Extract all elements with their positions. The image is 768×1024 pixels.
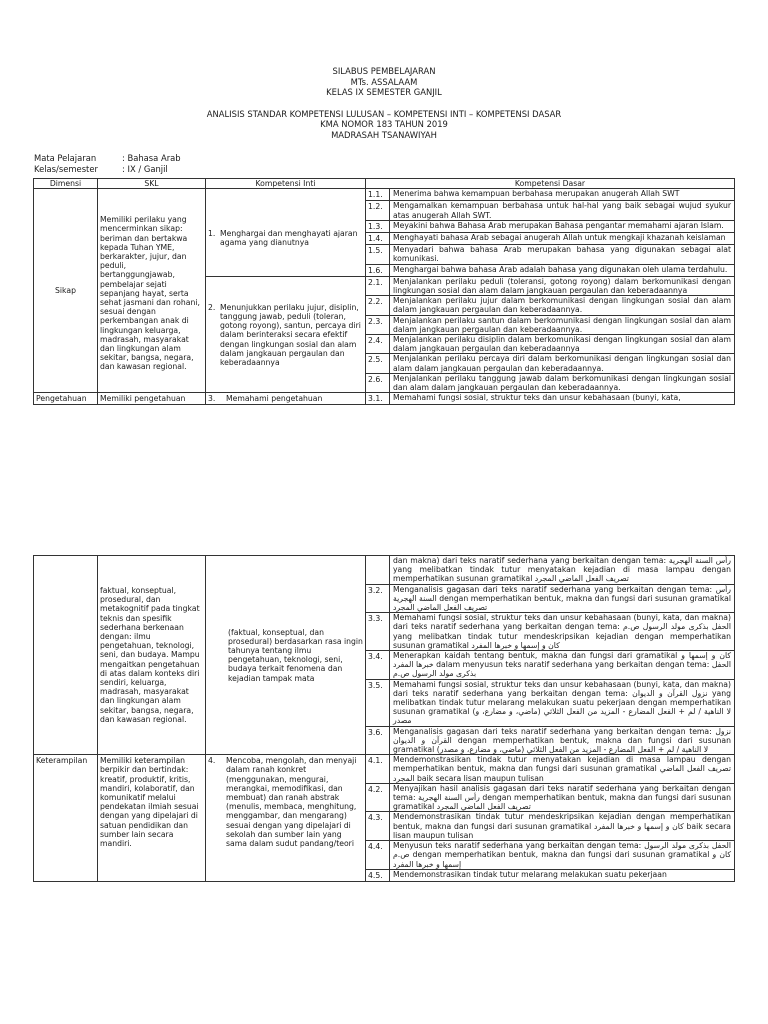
- kma-line: KMA NOMOR 183 TAHUN 2019: [320, 119, 448, 129]
- kd-text: Menjalankan perilaku percaya diri dalam berkomunikasi dengan lingkungan sosial dan alam dalam jangkauan pergaulan dan keberadaannya.: [390, 354, 735, 373]
- kd-text: Mengamalkan kemampuan berbahasa untuk hal-hal yang baik sebagai wujud syukur atas anugerah Allah SWT.: [390, 201, 735, 220]
- subject-label: Mata Pelajaran: [34, 153, 97, 163]
- ki-2-number: 2.: [208, 302, 216, 312]
- kd-number: 3.4.: [366, 651, 390, 680]
- kd-text: Menghargai bahwa bahasa Arab adalah bahasa yang digunakan oleh ulama terdahulu.: [390, 264, 735, 276]
- kd-number: 4.2.: [366, 783, 390, 812]
- kd-number: 3.1.: [366, 393, 390, 405]
- ki-3-number: 3.: [208, 394, 216, 404]
- analysis-line: ANALISIS STANDAR KOMPETENSI LULUSAN – KOMPETENSI INTI – KOMPETENSI DASAR: [206, 108, 562, 119]
- kd-number: 1.3.: [366, 220, 390, 232]
- subject-meta: [34, 153, 181, 174]
- ki-3-text: Memahami pengetahuan: [226, 394, 323, 404]
- title-line: SILABUS PEMBELAJARAN: [332, 66, 436, 76]
- kd-number: 4.1.: [366, 755, 390, 784]
- skl-keterampilan: Memiliki keterampilan berpikir dan bertindak: kreatif, produktif, kritis, mandiri, kolaboratif, dan komunikatif melalui pendekatan ilmiah sesuai dengan yang dipelajari di satuan pendidikan dan sumber lain secara mandiri.: [98, 755, 206, 882]
- kd-number: 4.5.: [366, 869, 390, 881]
- header-kd: Kompetensi Dasar: [366, 179, 735, 189]
- madrasah-line: MADRASAH TSANAWIYAH: [331, 129, 437, 140]
- syllabus-table-page1: [33, 178, 735, 405]
- kd-number: [366, 556, 390, 585]
- kd-text: Memahami fungsi sosial, struktur teks dan unsur kebahasaan (bunyi, kata, dan makna) dari teks naratif sederhana yang berkaitan dengan tema: الحفل بذكرى مولد الرسول ص.م yang melibatkan tindak tutur mendeskripsikan kejadian dengan memperhatikan susunan gramatikal كان و إسمها و خبرها المفرد: [390, 613, 735, 651]
- ki-1: [206, 189, 366, 277]
- kd-text: Mendemonstrasikan tindak tutur menyatakan kejadian di masa lampau dengan memperhatikan bentuk, makna dan fungsi dari susunan gramatikal تصريف الفعل الماضي المجرد baik secara lisan maupun tulisan: [390, 755, 735, 784]
- kd-text: Memahami fungsi sosial, struktur teks dan unsur kebahasaan (bunyi, kata, dan makna) dari teks naratif sederhana yang berkaitan dengan tema: نزول القرآن و الديوان yang melibatkan tindak tutur melarang melakukan suatu pekerjaan dengan memperhatikan susunan gramatikal (لا الناهية / لم + الفعل المضارع - المزيد من الفعل الثلاثي (ماضي، و مضارع، و مصدر: [390, 679, 735, 726]
- skl-pengetahuan: faktual, konseptual, prosedural, dan metakognitif pada tingkat teknis dan spesifik sederhana berkenaan dengan: ilmu pengetahuan, teknologi, seni, dan budaya. Mampu mengaitkan pengetahuan di atas dalam konteks diri sendiri, keluarga, madrasah, masyarakat dan lingkungan alam sekitar, bangsa, negara, dan kawasan regional.: [98, 556, 206, 755]
- kd-number: 2.1.: [366, 276, 390, 295]
- kd-number: 2.4.: [366, 335, 390, 354]
- ki-2-text: Menunjukkan perilaku jujur, disiplin, tanggung jawab, peduli (toleran, gotong royong), santun, percaya diri dalam berinteraksi secara efektif dengan lingkungan sosial dan alam dalam jangkauan pergaulan dan keberadaannya: [220, 302, 361, 368]
- kd-text: Menerapkan kaidah tentang bentuk, makna dan fungsi dari gramatikal كان و إسمها و خبرها المفرد dalam menyusun teks naratif sederhana yang berkaitan dengan tema: الحفل بذكرى مولد الرسول ص.م: [390, 651, 735, 680]
- ki-3-start: [206, 393, 366, 405]
- document-header: [0, 66, 768, 140]
- kd-text: Menganalisis gagasan dari teks naratif sederhana yang berkaitan dengan tema: رأس السنة الهجرية dengan memperhatikan bentuk, makna dan fungsi dari susunan gramatikal تصريف الفعل الماضي المجرد: [390, 584, 735, 613]
- skl-pengetahuan-start: Memiliki pengetahuan: [98, 393, 206, 405]
- kd-text: Menjalankan perilaku santun dalam berkomunikasi dengan lingkungan sosial dan alam dalam jangkauan pergaulan dan keberadaannya.: [390, 315, 735, 334]
- kd-number: 4.4.: [366, 841, 390, 870]
- kd-text: dan makna) dari teks naratif sederhana yang berkaitan dengan tema: رأس السنة الهجرية yang melibatkan tindak tutur menyatakan kejadian di masa lampau dengan memperhatikan susunan gramatikal تصريف الفعل الماضي المجرد: [390, 556, 735, 585]
- ki-2: [206, 276, 366, 392]
- kd-number: 3.5.: [366, 679, 390, 726]
- kd-number: 3.6.: [366, 726, 390, 755]
- kd-text: Menjalankan perilaku tanggung jawab dalam berkomunikasi dengan lingkungan sosial dan alam dalam jangkauan pergaulan dan keberadaannya.: [390, 373, 735, 392]
- kd-number: 2.6.: [366, 373, 390, 392]
- kd-number: 1.6.: [366, 264, 390, 276]
- kd-text: Menjalankan perilaku disiplin dalam berkomunikasi dengan lingkungan sosial dan alam dalam jangkauan pergaulan dan keberadaannya: [390, 335, 735, 354]
- kd-text: Menyadari bahwa bahasa Arab merupakan bahasa yang digunakan sebagai alat komunikasi.: [390, 245, 735, 264]
- kd-text: Menghayati bahasa Arab sebagai anugerah Allah untuk mengkaji khazanah keislaman: [390, 233, 735, 245]
- table-header-row: [34, 179, 735, 189]
- kd-text: Menyusun teks naratif sederhana yang berkaitan dengan tema: الحفل بذكرى مولد الرسول ص.م dengan memperhatikan bentuk, makna dan fungsi dari susunan gramatikal كان و إسمها و خبرها المفرد: [390, 841, 735, 870]
- school-line: MTs. ASSALAAM: [350, 76, 418, 87]
- kd-text: Menerima bahwa kemampuan berbahasa merupakan anugerah Allah SWT: [390, 189, 735, 201]
- dimension-sikap: Sikap: [34, 189, 98, 393]
- subject-value: : Bahasa Arab: [122, 153, 181, 163]
- ki-4: [206, 755, 366, 882]
- kd-text: Menjalankan perilaku jujur dalam berkomunikasi dengan lingkungan sosial dan alam dalam jangkauan pergaulan dan keberadaannya.: [390, 296, 735, 315]
- kd-text: Menyajikan hasil analisis gagasan dari teks naratif sederhana yang berkaitan dengan tema: رأس السنة الهجرية dengan memperhatikan bentuk, makna dan fungsi dari susunan gramatikal تصريف الفعل الماضي المجرد: [390, 783, 735, 812]
- header-dimensi: Dimensi: [34, 179, 98, 189]
- class-label: Kelas/semester: [34, 163, 98, 174]
- kd-number: 2.2.: [366, 296, 390, 315]
- ki-1-number: 1.: [208, 229, 216, 239]
- kd-text: Menjalankan perilaku peduli (toleransi, gotong royong) dalam berkomunikasi dengan lingkungan sosial dan alam dalam jangkauan pergaulan dan keberadaannya: [390, 276, 735, 295]
- header-ki: Kompetensi Inti: [206, 179, 366, 189]
- kd-text: Meyakini bahwa Bahasa Arab merupakan Bahasa pengantar memahami ajaran Islam.: [390, 220, 735, 232]
- class-line: KELAS IX SEMESTER GANJIL: [326, 87, 442, 97]
- header-skl: SKL: [98, 179, 206, 189]
- syllabus-table-page2: [33, 555, 735, 882]
- kd-text: Menganalisis gagasan dari teks naratif sederhana yang berkaitan dengan tema: نزول القرآن و الديوان dengan memperhatikan bentuk, makna dan fungsi dari susunan gramatikal (لا الناهية / لم + الفعل المضارع - المزيد من الفعل الثلاثي (ماضي، و مضارع، و مصدر: [390, 726, 735, 755]
- skl-sikap: Memiliki perilaku yang mencerminkan sikap: beriman dan bertakwa kepada Tuhan YME, berkarakter, jujur, dan peduli, bertanggungjawab, pembelajar sejati sepanjang hayat, serta sehat jasmani dan rohani, sesuai dengan perkembangan anak di lingkungan keluarga, madrasah, masyarakat dan lingkungan alam sekitar, bangsa, negara, dan kawasan regional.: [98, 189, 206, 393]
- kd-number: 3.2.: [366, 584, 390, 613]
- kd-number: 1.4.: [366, 233, 390, 245]
- kd-number: 4.3.: [366, 812, 390, 841]
- kd-number: 2.5.: [366, 354, 390, 373]
- kd-number: 1.5.: [366, 245, 390, 264]
- ki-4-text: Mencoba, mengolah, dan menyaji dalam ranah konkret (menggunakan, mengurai, merangkai, memodifikasi, dan membuat) dan ranah abstrak (menulis, membaca, menghitung, menggambar, dan mengarang) sesuai dengan yang dipelajari di sekolah dan sumber lain yang sama dalam sudut pandang/teori: [226, 756, 357, 849]
- ki-1-text: Menghargai dan menghayati ajaran agama yang dianutnya: [220, 229, 358, 248]
- kd-text: Memahami fungsi sosial, struktur teks dan unsur kebahasaan (bunyi, kata,: [390, 393, 735, 405]
- ki-4-number: 4.: [208, 756, 216, 766]
- class-value: : IX / Ganjil: [122, 163, 168, 174]
- dimension-keterampilan: Keterampilan: [34, 755, 98, 882]
- kd-number: 2.3.: [366, 315, 390, 334]
- dimension-pengetahuan-cont: [34, 556, 98, 755]
- kd-text: Mendemonstrasikan tindak tutur mendeskripsikan kejadian dengan memperhatikan bentuk, makna dan fungsi dari susunan gramatikal كان و إسمها و خبرها المفرد baik secara lisan maupun tulisan: [390, 812, 735, 841]
- kd-text: Mendemonstrasikan tindak tutur melarang melakukan suatu pekerjaan: [390, 869, 735, 881]
- kd-number: 3.3.: [366, 613, 390, 651]
- ki-3: (faktual, konseptual, dan prosedural) berdasarkan rasa ingin tahunya tentang ilmu pengetahuan, teknologi, seni, budaya terkait fenomena dan kejadian tampak mata: [206, 556, 366, 755]
- kd-number: 1.2.: [366, 201, 390, 220]
- kd-number: 1.1.: [366, 189, 390, 201]
- dimension-pengetahuan: Pengetahuan: [34, 393, 98, 405]
